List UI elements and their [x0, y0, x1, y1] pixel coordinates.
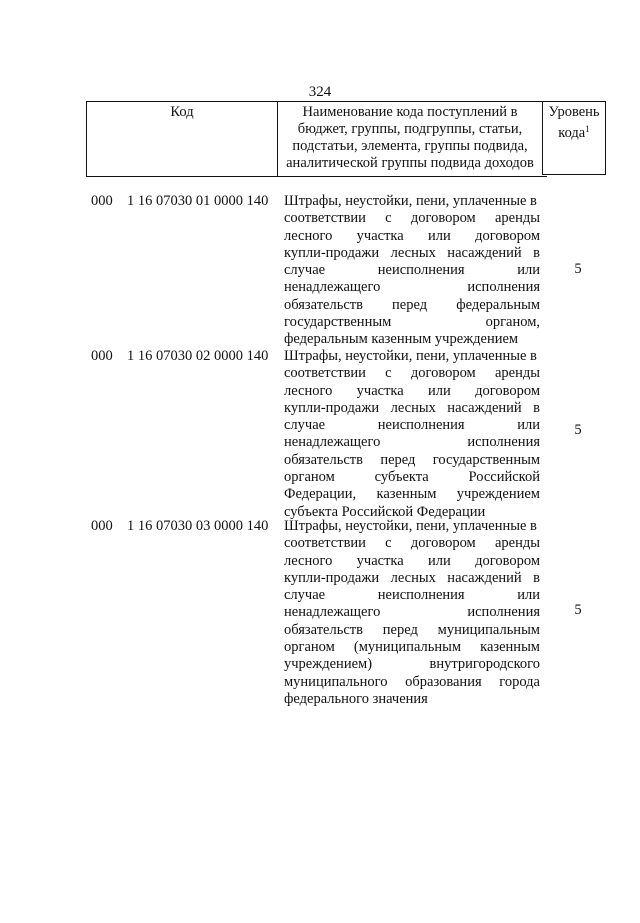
row-name-line: лесного участка или договором — [284, 227, 540, 244]
row-name — [284, 518, 540, 708]
header-name-line: подстатьи, элемента, группы подвида, — [292, 138, 528, 154]
row-level: 5 — [574, 602, 582, 618]
row-level: 5 — [574, 261, 582, 277]
row-group-code: 000 — [91, 518, 113, 534]
row-name-line: субъекта Российской Федерации — [284, 503, 486, 520]
header-level-footnote: 1 — [585, 124, 590, 134]
row-name-line: соответствии с договором аренды — [284, 210, 540, 227]
header-level-line2 — [543, 121, 605, 142]
header-code: Код — [86, 102, 278, 176]
row-income-code: 1 16 07030 02 0000 140 — [127, 348, 269, 364]
row-name-line: обязательств перед государственным — [284, 451, 540, 468]
row-income-code: 1 16 07030 01 0000 140 — [127, 193, 269, 209]
table-header — [86, 101, 547, 177]
row-name-line: лесного участка или договором — [284, 382, 540, 399]
row-level: 5 — [574, 422, 582, 438]
row-name-line: государственным органом, — [284, 314, 540, 331]
row-name-line: ненадлежащего исполнения — [284, 434, 540, 451]
row-name-line: купли-продажи лесных насаждений в — [284, 399, 540, 416]
row-group-code: 000 — [91, 193, 113, 209]
row-name-line: ненадлежащего исполнения — [284, 279, 540, 296]
row-name-line: соответствии с договором аренды — [284, 535, 540, 552]
row-name-line: Федерации, казенным учреждением — [284, 486, 540, 503]
row-name-line: муниципального образования города — [284, 673, 540, 690]
row-name-line: случае неисполнения или — [284, 262, 540, 279]
header-name — [278, 102, 542, 176]
row-name-line: Штрафы, неустойки, пени, уплаченные в — [284, 193, 537, 209]
row-name-line: обязательств перед федеральным — [284, 296, 540, 313]
row-name-line: органом субъекта Российской — [284, 469, 540, 486]
row-group-code: 000 — [91, 348, 113, 364]
row-name — [284, 348, 540, 521]
row-name-line: купли-продажи лесных насаждений в — [284, 244, 540, 261]
header-level — [542, 101, 606, 175]
header-name-line: бюджет, группы, подгруппы, статьи, — [297, 121, 523, 137]
row-name-line: федерального значения — [284, 690, 428, 707]
row-name-line: федеральным казенным учреждением — [284, 331, 519, 348]
row-name-line: Штрафы, неустойки, пени, уплаченные в — [284, 348, 537, 364]
row-name-line: соответствии с договором аренды — [284, 365, 540, 382]
row-name-line: случае неисполнения или — [284, 417, 540, 434]
row-name-line: Штрафы, неустойки, пени, уплаченные в — [284, 518, 537, 534]
row-name-line: органом (муниципальным казенным — [284, 639, 540, 656]
row-name-line: случае неисполнения или — [284, 587, 540, 604]
row-name — [284, 193, 540, 349]
header-name-line: аналитической группы подвида доходов — [286, 155, 534, 171]
row-income-code: 1 16 07030 03 0000 140 — [127, 518, 269, 534]
page-number: 324 — [308, 84, 332, 100]
row-name-line: купли-продажи лесных насаждений в — [284, 569, 540, 586]
header-level-text: кода — [558, 125, 586, 141]
row-name-line: ненадлежащего исполнения — [284, 604, 540, 621]
header-level-line1: Уровень — [548, 104, 600, 120]
row-name-line: учреждением) внутригородского — [284, 656, 540, 673]
header-name-line: Наименование кода поступлений в — [302, 104, 518, 120]
row-name-line: лесного участка или договором — [284, 552, 540, 569]
row-name-line: обязательств перед муниципальным — [284, 621, 540, 638]
